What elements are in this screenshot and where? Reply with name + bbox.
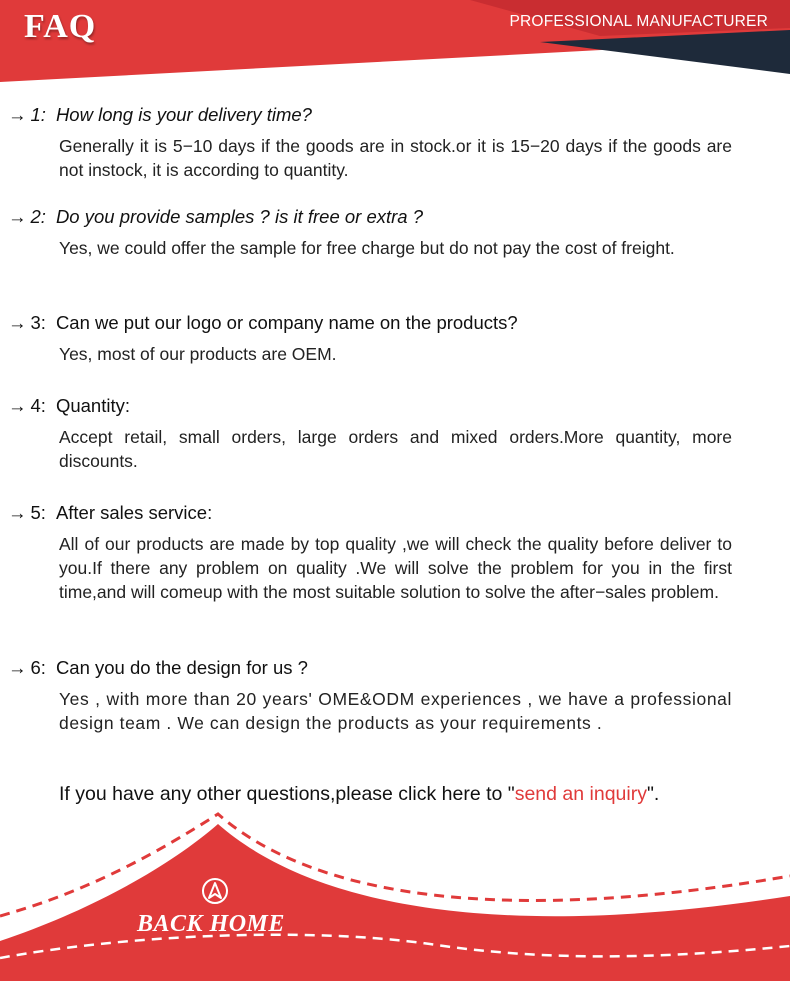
page-title: FAQ	[24, 8, 97, 45]
faq-answer: Accept retail, small orders, large orders and mixed orders.More quantity, more discounts.	[59, 427, 732, 471]
faq-question	[8, 104, 312, 126]
send-inquiry-link[interactable]: send an inquiry	[514, 783, 647, 805]
faq-question-text: Quantity:	[55, 395, 130, 416]
faq-answer: Generally it is 5−10 days if the goods are in stock.or it is 15−20 days if the goods are not instock, it is according to quantity.	[59, 136, 732, 180]
faq-question-text: How long is your delivery time?	[55, 104, 312, 125]
arrow-right-icon: →	[8, 395, 27, 416]
inquiry-prompt-suffix: ".	[646, 783, 660, 805]
faq-answer: Yes, we could offer the sample for free charge but do not pay the cost of freight.	[59, 238, 675, 258]
faq-answer: All of our products are made by top quality ,we will check the quality before deliver to you.If there any problem on quality .We will solve the problem for you in the first time,and will comeup with the most suitable solution to solve the after−sales problem.	[59, 534, 732, 602]
arrow-right-icon: →	[8, 104, 27, 125]
arrow-right-icon: →	[8, 657, 27, 678]
inquiry-prompt-prefix: If you have any other questions,please click here to "	[59, 783, 515, 805]
faq-question	[8, 206, 423, 228]
back-home-button[interactable]: BACK HOME	[137, 911, 285, 937]
inquiry-prompt	[59, 783, 659, 806]
arrow-right-icon: →	[8, 206, 27, 227]
footer-banner	[0, 806, 790, 981]
faq-number: 1:	[30, 104, 46, 125]
faq-number: 2:	[30, 206, 46, 227]
faq-question	[8, 657, 308, 679]
arrow-right-icon: →	[8, 312, 27, 333]
faq-answer: Yes , with more than 20 years' OME&ODM experiences , we have a professional design team . We can design the products as your requirements .	[59, 689, 732, 733]
faq-question	[8, 312, 518, 334]
header-tagline: PROFESSIONAL MANUFACTURER	[509, 13, 768, 30]
faq-question	[8, 395, 130, 417]
faq-number: 5:	[30, 502, 46, 523]
faq-question-text: After sales service:	[55, 502, 213, 523]
arrow-right-icon: →	[8, 502, 27, 523]
navigation-arrow-icon[interactable]	[201, 877, 229, 905]
faq-number: 4:	[30, 395, 46, 416]
faq-number: 3:	[30, 312, 46, 333]
faq-number: 6:	[30, 657, 46, 678]
faq-answer: Yes, most of our products are OEM.	[59, 344, 337, 364]
faq-question	[8, 502, 212, 524]
faq-question-text: Can you do the design for us ?	[55, 657, 308, 678]
faq-question-text: Can we put our logo or company name on the products?	[55, 312, 518, 333]
faq-question-text: Do you provide samples ? is it free or extra ?	[55, 206, 424, 227]
